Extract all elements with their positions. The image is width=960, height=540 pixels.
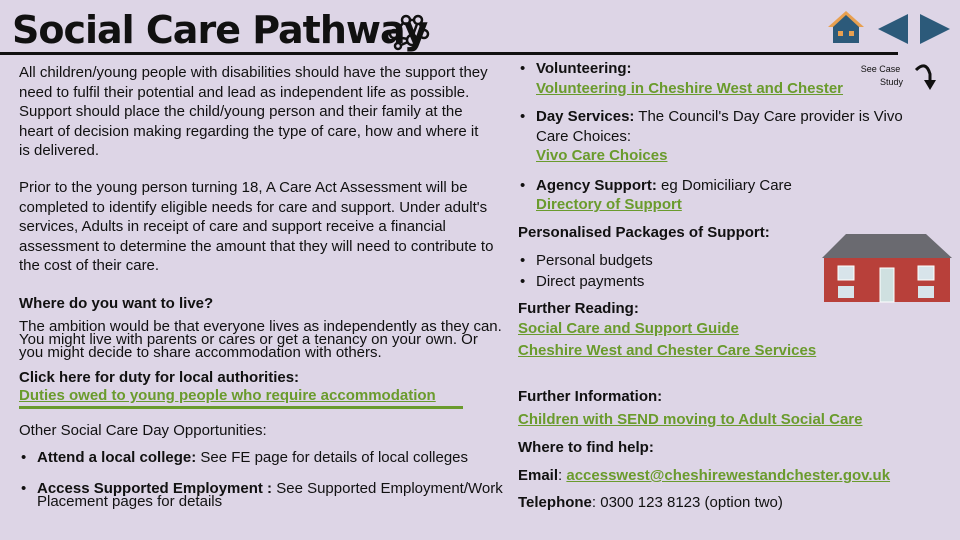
- vivo-link[interactable]: Vivo Care Choices: [536, 147, 668, 164]
- employment-label: Access Supported Employment :: [37, 479, 273, 497]
- duty-heading: Click here for duty for local authorities:: [19, 369, 300, 386]
- college-label: Attend a local college:: [37, 449, 197, 466]
- title-divider: [0, 52, 898, 55]
- live-text: The ambition would be that everyone lives as independently as they can. You might live with parents or cares or get a tenancy on your own. Or you might decide to share accommodation with others.: [19, 318, 502, 361]
- reading-heading: Further Reading:: [518, 300, 639, 317]
- telephone-number: : 0300 123 8123 (option two): [591, 494, 783, 511]
- package-item: • Personal budgets: [518, 251, 653, 271]
- packages-heading: Personalised Packages of Support:: [518, 224, 770, 241]
- vol-label: Volunteering:: [536, 60, 632, 77]
- care-guide-link[interactable]: Social Care and Support Guide: [518, 320, 739, 337]
- package-item: • Direct payments: [518, 272, 653, 292]
- see-case-text: See Case: [860, 64, 901, 74]
- telephone-label: Telephone: [518, 494, 592, 511]
- info-heading: Further Information:: [518, 388, 663, 405]
- back-arrow-icon[interactable]: [876, 12, 910, 46]
- care-services-link[interactable]: Cheshire West and Chester Care Services: [518, 342, 817, 359]
- volunteering-link[interactable]: Volunteering in Cheshire West and Chester: [536, 79, 844, 97]
- opportunities-list: [19, 448, 504, 508]
- agency-text: eg Domiciliary Care: [656, 176, 792, 194]
- day-services-item: [518, 107, 938, 166]
- directory-link[interactable]: Directory of Support: [536, 196, 682, 213]
- email-label: Email: [518, 467, 559, 484]
- page-title: Social Care Pathway: [12, 8, 428, 52]
- study-text: Study: [880, 77, 904, 87]
- curved-arrow-icon[interactable]: [912, 60, 938, 92]
- assessment-paragraph: Prior to the young person turning 18, A Care Act Assessment will be completed to identify eligible needs for care and support. Under adult's services, Adults in receipt of care and support receive a financial assessment to determine the amount that they will need to contribute to the cost of their care.: [19, 179, 494, 274]
- network-icon: [384, 12, 432, 52]
- email-line: Email: accesswest@cheshirewestandchester.gov.uk: [518, 467, 891, 484]
- duty-link[interactable]: Duties owed to young people who require accommodation: [19, 387, 436, 404]
- intro-paragraph: All children/young people with disabilities should have the support they need to fulfil their potential and lead as independent life as possible. Support should place the child/young person and their family at the heart of decision making regarding the type of care, how and where it is delivered.: [19, 64, 488, 159]
- college-text: See FE page for details of local colleges: [196, 449, 469, 466]
- duty-underline: [19, 406, 463, 409]
- live-heading: Where do you want to live?: [19, 295, 214, 312]
- email-link[interactable]: accesswest@cheshirewestandchester.gov.uk: [566, 467, 891, 484]
- see-case-study-label[interactable]: [858, 63, 903, 89]
- agency-item: [518, 176, 938, 215]
- packages-list: [518, 251, 653, 291]
- employment-text: See Supported Employment/Work Placement pages for details: [37, 479, 503, 510]
- send-adult-care-link[interactable]: Children with SEND moving to Adult Social Care: [518, 411, 863, 428]
- other-heading: Other Social Care Day Opportunities:: [19, 422, 267, 439]
- brick-house-image: [818, 228, 956, 304]
- agency-label: Agency Support:: [536, 176, 657, 194]
- help-heading: Where to find help:: [518, 439, 654, 456]
- forward-arrow-icon[interactable]: [918, 12, 952, 46]
- day-text: The Council's Day Care provider is Vivo Care Choices:: [536, 108, 903, 145]
- college-item: [19, 448, 504, 468]
- telephone-line: [518, 493, 783, 513]
- home-icon[interactable]: [826, 9, 866, 45]
- day-label: Day Services:: [536, 108, 635, 125]
- employment-item: [19, 479, 504, 510]
